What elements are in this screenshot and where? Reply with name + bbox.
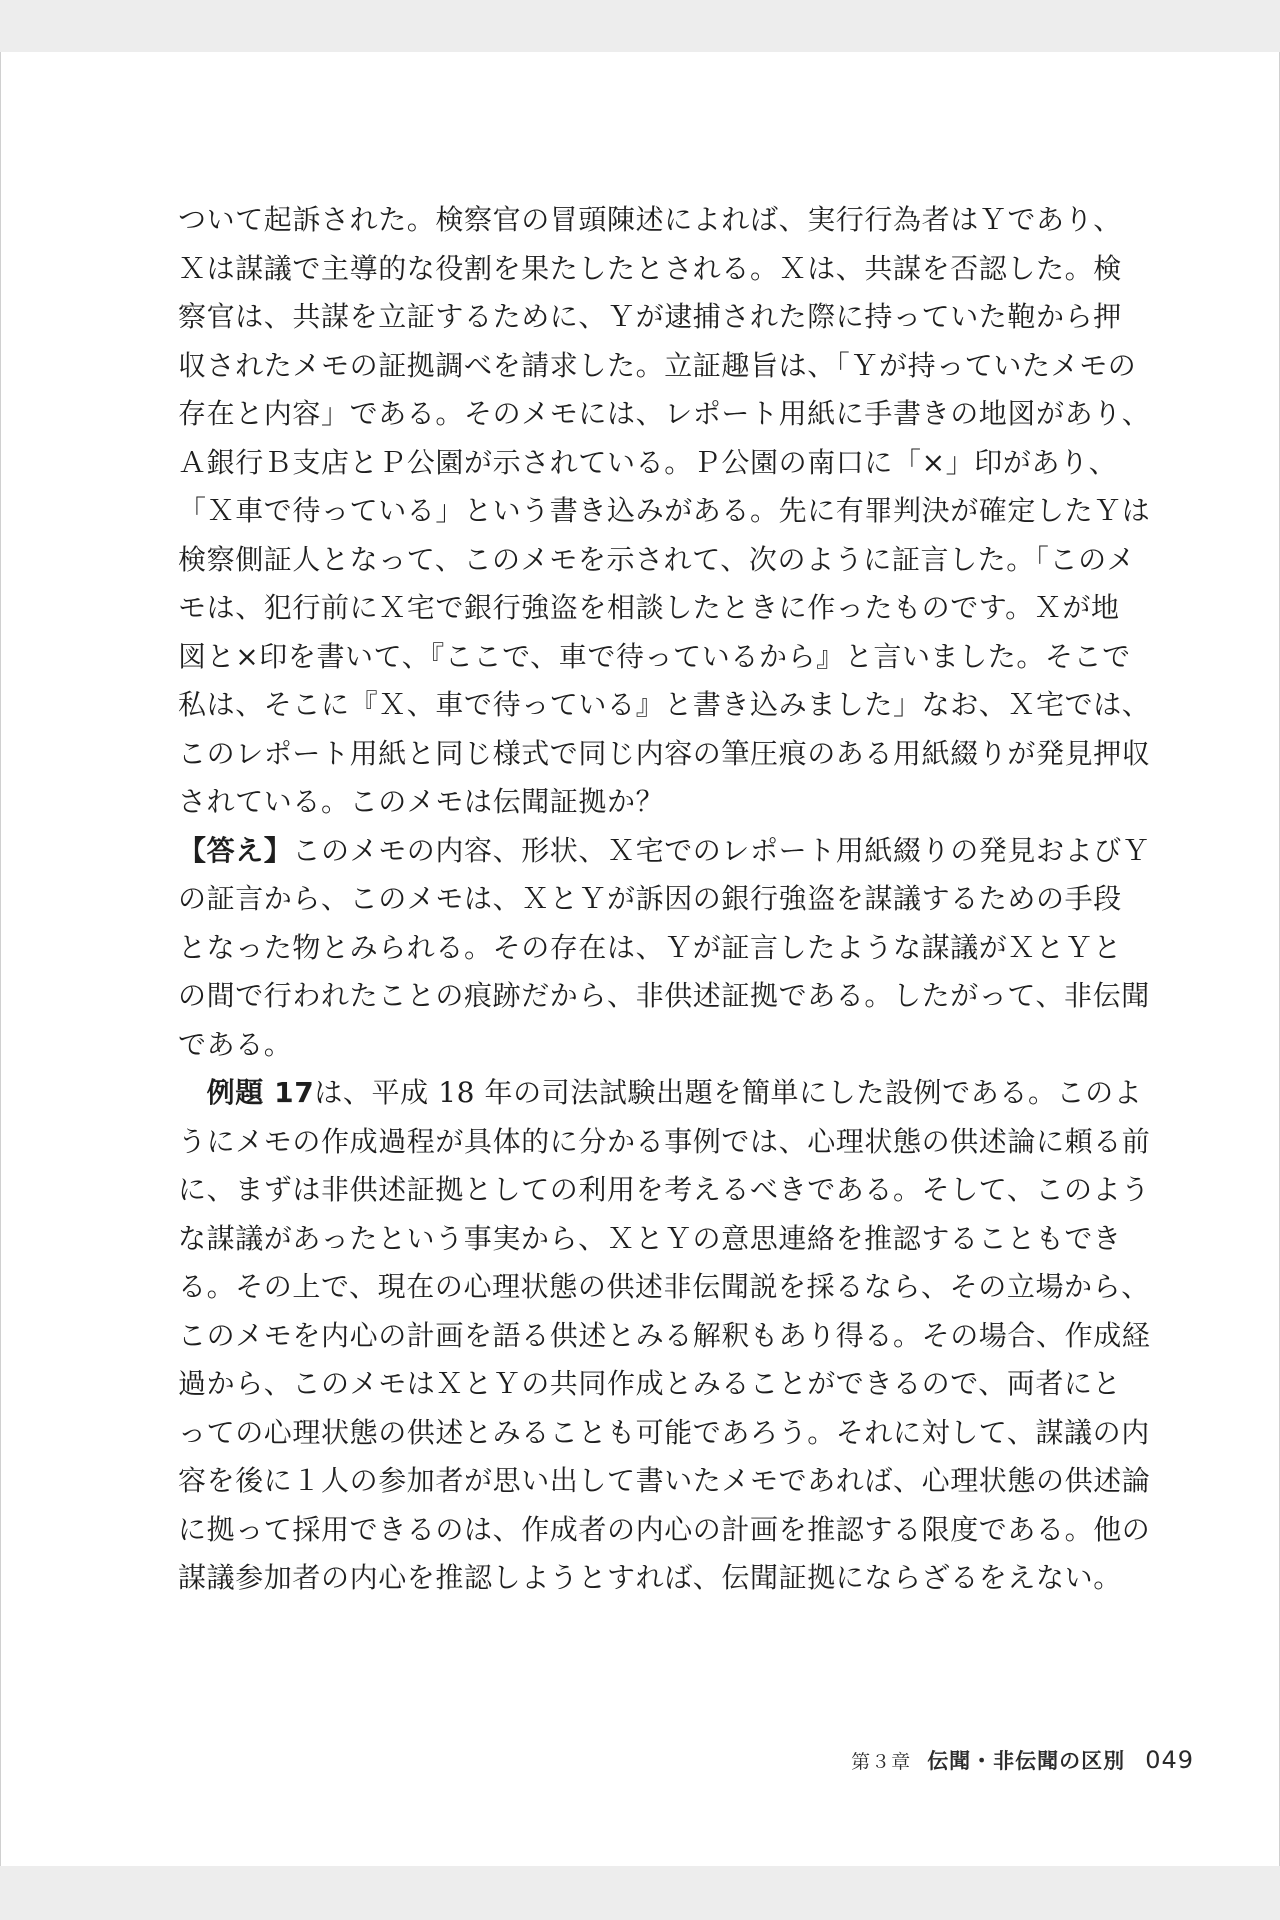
- body-line: 図と×印を書いて、『ここで、車で待っているから』と言いました。そこで: [178, 639, 1131, 673]
- page-number: 049: [1145, 1746, 1194, 1774]
- body-line: このレポート用紙と同じ様式で同じ内容の筆圧痕のある用紙綴りが発見押収: [178, 736, 1151, 770]
- body-line: Ｘは謀議で主導的な役割を果たしたとされる。Ｘは、共謀を否認した。検: [178, 251, 1122, 285]
- answer-line: [178, 827, 1151, 876]
- example-reference-line: [178, 1069, 1143, 1118]
- body-line: 私は、そこに『Ｘ、車で待っている』と書き込みました」なお、Ｘ宅では、: [178, 688, 1151, 721]
- body-line: の間で行われたことの痕跡だから、非供述証拠である。したがって、非伝聞: [178, 979, 1150, 1012]
- chapter-title: 伝聞・非伝聞の区別: [927, 1749, 1126, 1773]
- body-line: る。その上で、現在の心理状態の供述非伝聞説を採るなら、その立場から、: [178, 1270, 1150, 1303]
- body-text: [178, 196, 1151, 1603]
- body-line: このメモを内心の計画を語る供述とみる解釈もあり得る。その場合、作成経: [178, 1318, 1151, 1352]
- body-line: 収されたメモの証拠調べを請求した。立証趣旨は、「Ｙが持っていたメモの: [178, 348, 1137, 382]
- body-line: ついて起訴された。検察官の冒頭陳述によれば、実行行為者はＹであり、: [178, 203, 1122, 236]
- body-line: っての心理状態の供述とみることも可能であろう。それに対して、謀議の内: [178, 1415, 1150, 1449]
- example-text: は、平成 18 年の司法試験出題を簡単にした設例である。このよ: [314, 1076, 1143, 1109]
- body-line: されている。このメモは伝聞証拠か？: [178, 785, 665, 818]
- top-margin-band: [0, 0, 1280, 52]
- body-line: に拠って採用できるのは、作成者の内心の計画を推認する限度である。他の: [178, 1512, 1151, 1546]
- body-line: 検察側証人となって、このメモを示されて、次のように証言した。「このメ: [178, 542, 1136, 576]
- body-line: 謀議参加者の内心を推認しようとすれば、伝聞証拠にならざるをえない。: [178, 1561, 1122, 1594]
- chapter-number: 第３章: [851, 1751, 912, 1773]
- answer-text: このメモの内容、形状、Ｘ宅でのレポート用紙綴りの発見およびＹ: [292, 833, 1151, 867]
- body-line: 過から、このメモはＸとＹの共同作成とみることができるので、両者にと: [178, 1367, 1122, 1400]
- answer-label: 【答え】: [178, 833, 293, 867]
- body-line: となった物とみられる。その存在は、Ｙが証言したような謀議がＸとＹと: [178, 930, 1122, 964]
- body-line: Ａ銀行Ｂ支店とＰ公園が示されている。Ｐ公園の南口に「×」印があり、: [178, 445, 1118, 479]
- page-footer: [851, 1740, 1194, 1780]
- body-line: に、まずは非供述証拠としての利用を考えるべきである。そして、このよう: [178, 1173, 1150, 1206]
- page-edge-left: [0, 52, 1, 1866]
- body-line: 察官は、共謀を立証するために、Ｙが逮捕された際に持っていた鞄から押: [178, 300, 1122, 333]
- example-label: 例題 17: [178, 1076, 315, 1109]
- body-line: 「Ｘ車で待っている」という書き込みがある。先に有罪判決が確定したＹは: [178, 494, 1151, 527]
- body-line: の証言から、このメモは、ＸとＹが訴因の銀行強盗を謀議するための手段: [178, 882, 1122, 915]
- body-line: な謀議があったという事実から、ＸとＹの意思連絡を推認することもでき: [178, 1221, 1122, 1255]
- body-line: である。: [178, 1027, 293, 1061]
- body-line: うにメモの作成過程が具体的に分かる事例では、心理状態の供述論に頼る前: [178, 1124, 1151, 1158]
- body-line: モは、犯行前にＸ宅で銀行強盗を相談したときに作ったものです。Ｘが地: [178, 591, 1120, 624]
- bottom-margin-band: [0, 1866, 1280, 1920]
- body-line: 容を後に１人の参加者が思い出して書いたメモであれば、心理状態の供述論: [178, 1464, 1151, 1497]
- body-line: 存在と内容」である。そのメモには、レポート用紙に手書きの地図があり、: [178, 397, 1151, 430]
